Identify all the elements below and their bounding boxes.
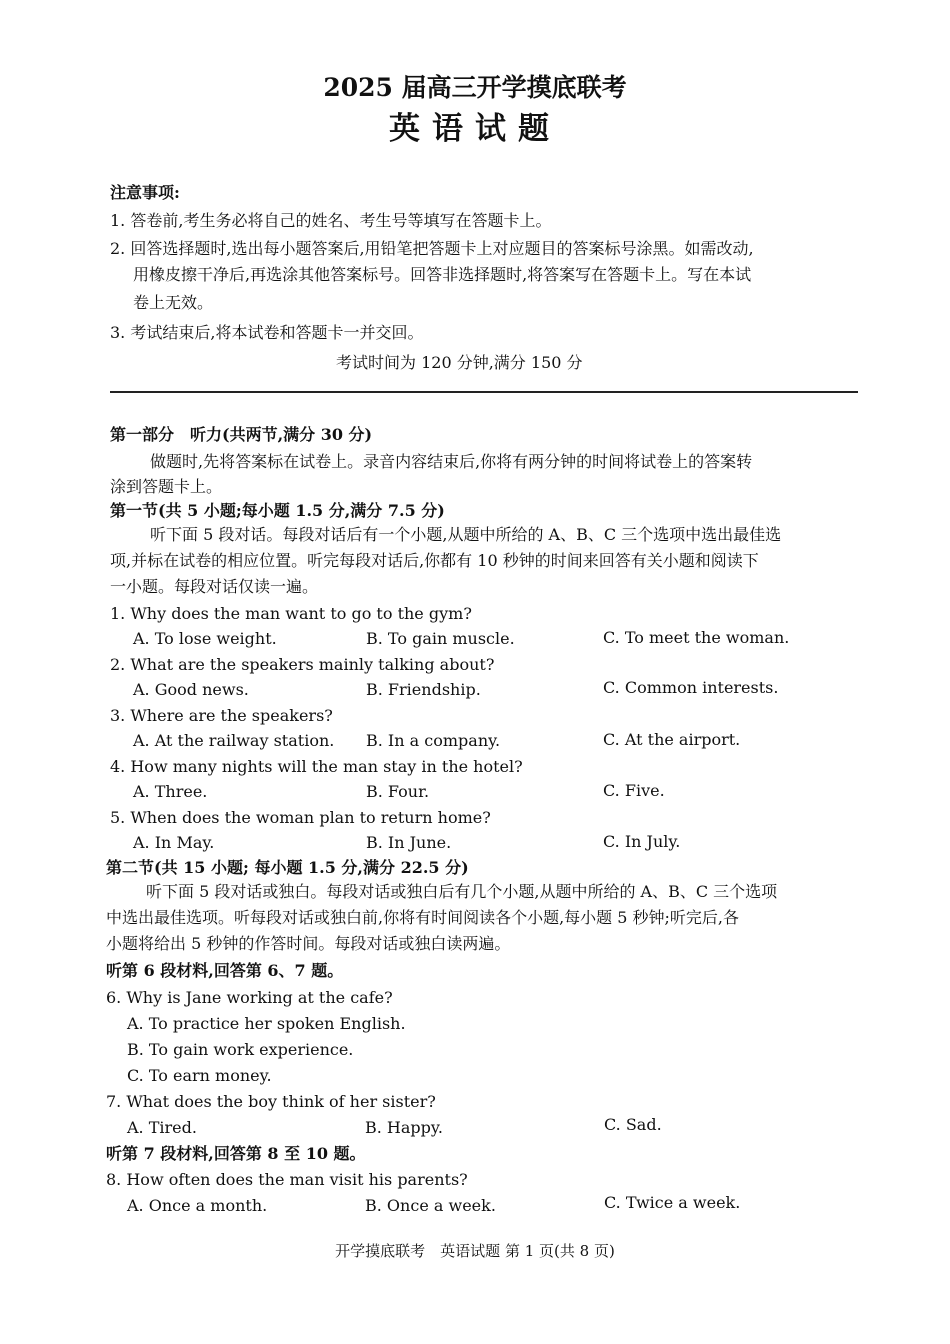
question-3-option-a: A. At the railway station. bbox=[133, 731, 335, 750]
question-3-option-c: C. At the airport. bbox=[603, 730, 741, 749]
notice-item-2-line-2: 用橡皮擦干净后,再选涂其他答案标号。回答非选择题时,将答案写在答题卡上。写在本试 bbox=[133, 265, 752, 284]
notice-item-2-line-1: 2. 回答选择题时,选出每小题答案后,用铅笔把答题卡上对应题目的答案标号涂黑。如需改动, bbox=[110, 239, 754, 258]
question-6-option-c: C. To earn money. bbox=[127, 1066, 272, 1085]
part1-heading: 第一部分 听力(共两节,满分 30 分) bbox=[110, 425, 373, 444]
question-1-option-a: A. To lose weight. bbox=[133, 629, 277, 648]
section2-intro-line-2: 中选出最佳选项。听每段对话或独白前,你将有时间阅读各个小题,每小题 5 秒钟;听完后,各 bbox=[106, 908, 740, 927]
material-7-heading: 听第 7 段材料,回答第 8 至 10 题。 bbox=[106, 1144, 366, 1163]
notice-heading: 注意事项: bbox=[110, 183, 180, 202]
question-4-stem: 4. How many nights will the man stay in the hotel? bbox=[110, 757, 523, 776]
exam-time-note: 考试时间为 120 分钟,满分 150 分 bbox=[336, 353, 583, 372]
exam-title: 2025 届高三开学摸底联考 bbox=[323, 73, 627, 102]
section2-heading: 第二节(共 15 小题; 每小题 1.5 分,满分 22.5 分) bbox=[106, 858, 469, 877]
question-6-option-a: A. To practice her spoken English. bbox=[127, 1014, 406, 1033]
divider bbox=[110, 391, 858, 393]
notice-item-2-line-3: 卷上无效。 bbox=[133, 293, 214, 312]
question-3-stem: 3. Where are the speakers? bbox=[110, 706, 333, 725]
question-8-option-c: C. Twice a week. bbox=[604, 1193, 741, 1212]
question-2-option-c: C. Common interests. bbox=[603, 678, 779, 697]
question-7-stem: 7. What does the boy think of her sister? bbox=[106, 1092, 436, 1111]
question-1-option-b: B. To gain muscle. bbox=[366, 629, 515, 648]
section1-heading: 第一节(共 5 小题;每小题 1.5 分,满分 7.5 分) bbox=[110, 501, 445, 520]
question-2-option-a: A. Good news. bbox=[133, 680, 249, 699]
question-5-option-a: A. In May. bbox=[133, 833, 215, 852]
question-2-option-b: B. Friendship. bbox=[366, 680, 481, 699]
question-7-option-c: C. Sad. bbox=[604, 1115, 662, 1134]
question-8-option-b: B. Once a week. bbox=[365, 1196, 496, 1215]
section1-intro-line-3: 一小题。每段对话仅读一遍。 bbox=[110, 577, 319, 596]
question-7-option-b: B. Happy. bbox=[365, 1118, 443, 1137]
question-4-option-c: C. Five. bbox=[603, 781, 665, 800]
question-5-stem: 5. When does the woman plan to return home? bbox=[110, 808, 491, 827]
material-6-heading: 听第 6 段材料,回答第 6、7 题。 bbox=[106, 961, 344, 980]
question-2-stem: 2. What are the speakers mainly talking about? bbox=[110, 655, 495, 674]
question-1-stem: 1. Why does the man want to go to the gym? bbox=[110, 604, 472, 623]
question-3-option-b: B. In a company. bbox=[366, 731, 501, 750]
exam-subject: 英语试题 bbox=[389, 111, 561, 147]
notice-item-1: 1. 答卷前,考生务必将自己的姓名、考生号等填写在答题卡上。 bbox=[110, 211, 552, 230]
question-5-option-c: C. In July. bbox=[603, 832, 681, 851]
page-footer: 开学摸底联考 英语试题 第 1 页(共 8 页) bbox=[335, 1242, 615, 1260]
part1-intro-line-1: 做题时,先将答案标在试卷上。录音内容结束后,你将有两分钟的时间将试卷上的答案转 bbox=[150, 452, 753, 471]
section1-intro-line-2: 项,并标在试卷的相应位置。听完每段对话后,你都有 10 秒钟的时间来回答有关小题和阅读下 bbox=[110, 551, 759, 570]
question-5-option-b: B. In June. bbox=[366, 833, 452, 852]
question-6-option-b: B. To gain work experience. bbox=[127, 1040, 354, 1059]
question-8-option-a: A. Once a month. bbox=[127, 1196, 268, 1215]
part1-intro-line-2: 涂到答题卡上。 bbox=[110, 477, 223, 496]
question-1-option-c: C. To meet the woman. bbox=[603, 628, 790, 647]
notice-item-3: 3. 考试结束后,将本试卷和答题卡一并交回。 bbox=[110, 323, 424, 342]
question-8-stem: 8. How often does the man visit his parents? bbox=[106, 1170, 468, 1189]
section2-intro-line-3: 小题将给出 5 秒钟的作答时间。每段对话或独白读两遍。 bbox=[106, 934, 511, 953]
question-4-option-b: B. Four. bbox=[366, 782, 430, 801]
section1-intro-line-1: 听下面 5 段对话。每段对话后有一个小题,从题中所给的 A、B、C 三个选项中选出最佳选 bbox=[150, 525, 782, 544]
question-7-option-a: A. Tired. bbox=[127, 1118, 197, 1137]
question-6-stem: 6. Why is Jane working at the cafe? bbox=[106, 988, 393, 1007]
question-4-option-a: A. Three. bbox=[133, 782, 208, 801]
section2-intro-line-1: 听下面 5 段对话或独白。每段对话或独白后有几个小题,从题中所给的 A、B、C 三个选项 bbox=[146, 882, 778, 901]
